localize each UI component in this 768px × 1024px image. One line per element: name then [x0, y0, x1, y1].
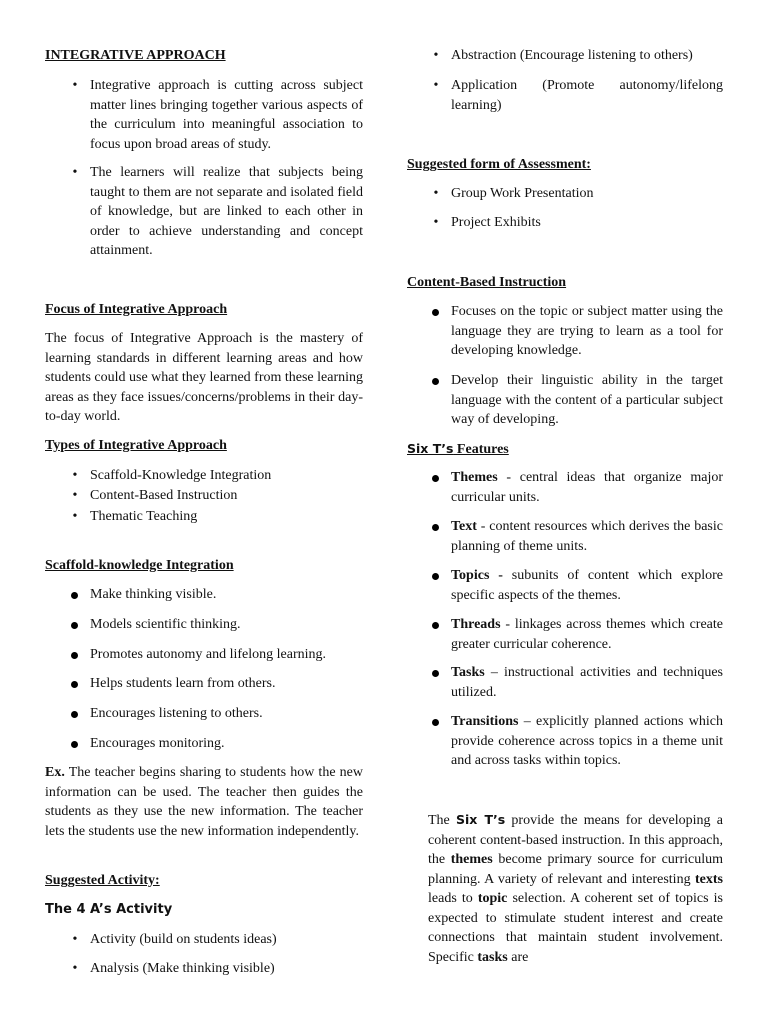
types-item: • Thematic Teaching — [90, 507, 363, 527]
focus-heading: Focus of Integrative Approach — [45, 302, 228, 317]
bullet-marker: • — [433, 186, 439, 201]
bullet-dot — [432, 622, 439, 629]
ski-item: Encourages monitoring. — [90, 734, 363, 754]
four-as-item: • Analysis (Make thinking visible) — [90, 959, 363, 979]
bullet-dot — [432, 309, 439, 316]
six-ts-heading: Six T’s Features — [407, 441, 509, 457]
four-as-heading: The 4 A’s Activity — [45, 902, 173, 917]
bullet-dot — [432, 378, 439, 385]
cbi-heading: Content-Based Instruction — [407, 275, 567, 290]
types-item: • Content-Based Instruction — [90, 486, 363, 506]
four-as-item: • Activity (build on students ideas) — [90, 930, 363, 950]
bullet-dot — [432, 670, 439, 677]
bullet-dot — [71, 592, 78, 599]
types-item: • Scaffold-Knowledge Integration — [90, 466, 363, 486]
feature-item: Topics - subunits of content which explore specific aspects of the themes. — [451, 566, 723, 605]
bullet-marker: • — [72, 509, 78, 524]
ski-item: Helps students learn from others. — [90, 674, 363, 694]
feature-item: Transitions – explicitly planned actions which provide coherence across topics in a theme unit and across tasks within topics. — [451, 712, 723, 771]
intro-bullet: • Integrative approach is cutting across subject matter lines bringing together various aspects of the curriculum into meaningful association to focus upon broad areas of study. — [90, 76, 363, 154]
bullet-dot — [432, 573, 439, 580]
assessment-item: • Project Exhibits — [451, 213, 723, 233]
ski-item: Promotes autonomy and lifelong learning. — [90, 645, 363, 665]
ski-heading: Scaffold-knowledge Integration — [45, 558, 234, 573]
bullet-dot — [432, 719, 439, 726]
ski-item: Make thinking visible. — [90, 585, 363, 605]
bullet-dot — [432, 475, 439, 482]
bullet-dot — [71, 681, 78, 688]
ski-item: Models scientific thinking. — [90, 615, 363, 635]
cbi-item: Develop their linguistic ability in the target language with the content of a particular subject way of developing. — [451, 371, 723, 430]
bullet-marker: • — [72, 932, 78, 947]
four-as-item: • Application (Promote autonomy/lifelong learning) — [451, 76, 723, 115]
types-heading: Types of Integrative Approach — [45, 438, 227, 453]
bullet-marker: • — [72, 165, 78, 180]
bullet-dot — [71, 711, 78, 718]
bullet-marker: • — [72, 488, 78, 503]
cbi-item: Focuses on the topic or subject matter using the language they are trying to learn as a tool for developing knowledge. — [451, 302, 723, 361]
bullet-dot — [71, 622, 78, 629]
closing-paragraph: The Six T’s provide the means for developing a coherent content-based instruction. In this approach, the themes become primary source for curriculum planning. A variety of relevant and interesting texts leads to topic selection. A coherent set of topics is expected to stimulate student interest and create connections that maintain student involvement. Specific tasks are — [428, 812, 724, 965]
bullet-marker: • — [433, 78, 439, 93]
bullet-dot — [71, 741, 78, 748]
ski-item: Encourages listening to others. — [90, 704, 363, 724]
assessment-heading: Suggested form of Assessment: — [407, 157, 591, 172]
focus-paragraph: The focus of Integrative Approach is the mastery of learning standards in different learning areas and how students could use what they learned from these learning areas as they face issues/concerns/problems in their day-to-day world. — [45, 331, 364, 424]
bullet-dot — [71, 652, 78, 659]
feature-item: Threads - linkages across themes which create greater curricular coherence. — [451, 615, 723, 654]
bullet-marker: • — [72, 961, 78, 976]
activity-heading: Suggested Activity: — [45, 873, 160, 888]
assessment-item: • Group Work Presentation — [451, 184, 723, 204]
page-title: INTEGRATIVE APPROACH — [45, 48, 226, 63]
intro-bullet: • The learners will realize that subjects being taught to them are not separate and isolated field of knowledge, but are linked to each other in order to achieve understanding and concept attainment. — [90, 163, 363, 261]
four-as-item: • Abstraction (Encourage listening to others) — [451, 46, 723, 66]
example-label: Ex. — [45, 765, 65, 780]
bullet-marker: • — [433, 215, 439, 230]
bullet-marker: • — [72, 468, 78, 483]
bullet-marker: • — [72, 78, 78, 93]
bullet-dot — [432, 524, 439, 531]
feature-item: Themes - central ideas that organize major curricular units. — [451, 468, 723, 507]
example-paragraph: Ex. The teacher begins sharing to students how the new information can be used. The teacher then guides the students as they use the new information. The teacher lets the students use the new information independently. — [45, 765, 363, 839]
feature-item: Text - content resources which derives the basic planning of theme units. — [451, 517, 723, 556]
feature-item: Tasks – instructional activities and techniques utilized. — [451, 663, 723, 702]
bullet-marker: • — [433, 48, 439, 63]
